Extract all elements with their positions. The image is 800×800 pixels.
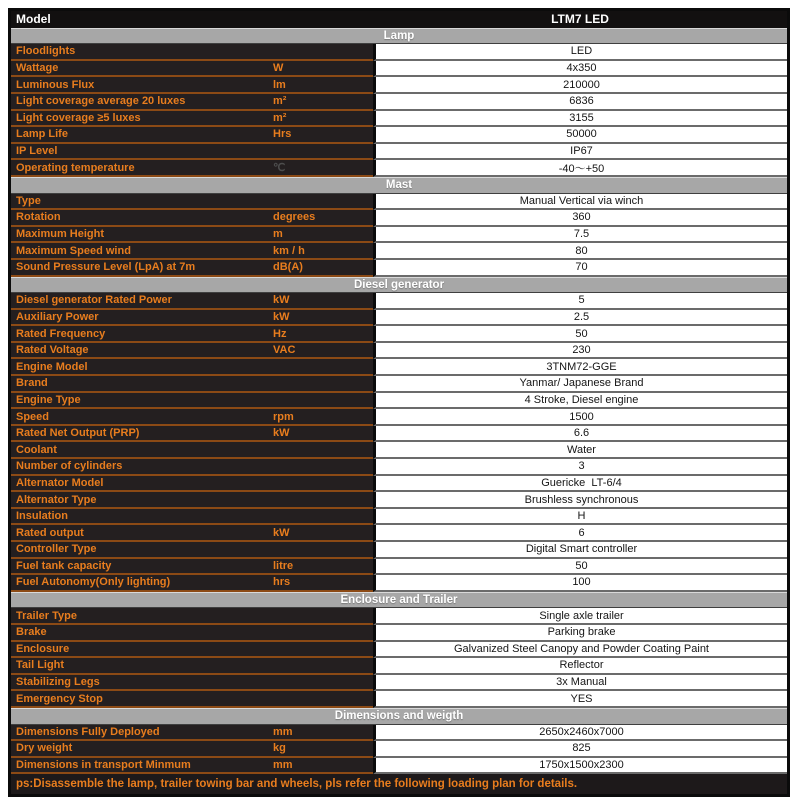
spec-label-cell [11, 642, 373, 659]
model-header-label: Model [16, 12, 51, 27]
spec-label-cell [11, 459, 373, 476]
spec-label-cell [11, 210, 373, 227]
spec-label-cell [11, 194, 373, 211]
spec-label: Operating temperature [16, 161, 135, 174]
spec-label: Emergency Stop [16, 692, 103, 705]
spec-label-cell [11, 243, 373, 260]
model-header-value: LTM7 LED [551, 12, 609, 27]
spec-label: Floodlights [16, 45, 76, 58]
footer-note: ps:Disassemble the lamp, trailer towing bar and wheels, pls refer the following loading plan for details. [11, 774, 787, 794]
spec-unit: Hz [273, 327, 287, 340]
sections-container [11, 28, 787, 775]
spec-value: 2.5 [373, 310, 787, 327]
spec-label: Alternator Type [16, 493, 97, 506]
spec-row [11, 409, 787, 426]
spec-value: 2650x2460x7000 [373, 725, 787, 742]
spec-label: Dry weight [16, 742, 73, 755]
spec-value: 50 [373, 559, 787, 576]
spec-label-cell [11, 625, 373, 642]
spec-value: 6836 [373, 94, 787, 111]
spec-label: IP Level [16, 145, 58, 158]
spec-label-cell [11, 61, 373, 78]
spec-value: Parking brake [373, 625, 787, 642]
spec-label: Light coverage ≥5 luxes [16, 111, 141, 124]
spec-label: Controller Type [16, 543, 97, 556]
spec-label: Rotation [16, 211, 61, 224]
spec-row [11, 127, 787, 144]
spec-row [11, 559, 787, 576]
spec-value: LED [373, 44, 787, 61]
spec-label-cell [11, 741, 373, 758]
spec-value: 3x Manual [373, 675, 787, 692]
spec-label: Fuel tank capacity [16, 559, 112, 572]
spec-row [11, 492, 787, 509]
spec-label: Number of cylinders [16, 460, 123, 473]
spec-row [11, 293, 787, 310]
section-header: Dimensions and weigth [11, 708, 787, 725]
spec-row [11, 243, 787, 260]
spec-value: Manual Vertical via winch [373, 194, 787, 211]
spec-label-cell [11, 111, 373, 128]
spec-value: -40～+50 [373, 160, 787, 177]
spec-label: Maximum Height [16, 228, 105, 241]
section-header: Diesel generator [11, 277, 787, 294]
spec-label-cell [11, 691, 373, 708]
spec-label: Engine Type [16, 393, 81, 406]
spec-label-cell [11, 442, 373, 459]
spec-label-cell [11, 492, 373, 509]
spec-label-cell [11, 77, 373, 94]
spec-row [11, 675, 787, 692]
spec-label-cell [11, 160, 373, 177]
spec-value: 3 [373, 459, 787, 476]
spec-label: Dimensions in transport Minmum [16, 759, 191, 772]
spec-value: H [373, 509, 787, 526]
spec-row [11, 376, 787, 393]
spec-label: Sound Pressure Level (LpA) at 7m [16, 261, 196, 274]
section-header: Enclosure and Trailer [11, 592, 787, 609]
spec-value: IP67 [373, 144, 787, 161]
spec-unit: kW [273, 310, 290, 323]
spec-label-cell [11, 725, 373, 742]
spec-row [11, 442, 787, 459]
model-header-row [11, 11, 787, 28]
spec-value: Digital Smart controller [373, 542, 787, 559]
spec-value: 70 [373, 260, 787, 277]
spec-label-cell [11, 658, 373, 675]
spec-label: Diesel generator Rated Power [16, 294, 172, 307]
spec-row [11, 227, 787, 244]
spec-unit: km / h [273, 244, 305, 257]
section-header: Lamp [11, 28, 787, 45]
spec-unit: m [273, 228, 283, 241]
spec-label-cell [11, 359, 373, 376]
spec-unit: VAC [273, 344, 296, 357]
spec-value: Reflector [373, 658, 787, 675]
spec-label: Engine Model [16, 360, 88, 373]
spec-label-cell [11, 409, 373, 426]
spec-label: Speed [16, 410, 50, 423]
spec-row [11, 77, 787, 94]
spec-unit: hrs [273, 576, 291, 589]
spec-label: Brand [16, 377, 48, 390]
spec-label: Dimensions Fully Deployed [16, 725, 160, 738]
spec-row [11, 44, 787, 61]
spec-value: Water [373, 442, 787, 459]
spec-value: 5 [373, 293, 787, 310]
spec-value: 1500 [373, 409, 787, 426]
spec-row [11, 94, 787, 111]
spec-label: Insulation [16, 510, 68, 523]
spec-label-cell [11, 127, 373, 144]
spec-row [11, 741, 787, 758]
spec-row [11, 359, 787, 376]
spec-unit: kg [273, 742, 286, 755]
spec-row [11, 194, 787, 211]
spec-label: Rated Frequency [16, 327, 106, 340]
spec-value: 360 [373, 210, 787, 227]
spec-unit: W [273, 62, 284, 75]
spec-label-cell [11, 575, 373, 592]
spec-value: 6.6 [373, 426, 787, 443]
spec-unit: mm [273, 725, 293, 738]
spec-label: Light coverage average 20 luxes [16, 95, 186, 108]
spec-unit: mm [273, 759, 293, 772]
spec-label: Luminous Flux [16, 78, 95, 91]
spec-row [11, 525, 787, 542]
spec-label: Rated output [16, 526, 84, 539]
section-header: Mast [11, 177, 787, 194]
spec-value: 230 [373, 343, 787, 360]
spec-row [11, 642, 787, 659]
spec-label: Stabilizing Legs [16, 676, 100, 689]
spec-value: 100 [373, 575, 787, 592]
spec-label-cell [11, 758, 373, 775]
spec-row [11, 310, 787, 327]
spec-label-cell [11, 542, 373, 559]
spec-row [11, 758, 787, 775]
spec-label-cell [11, 227, 373, 244]
spec-row [11, 459, 787, 476]
spec-unit: kW [273, 427, 290, 440]
spec-label: Rated Net Output (PRP) [16, 427, 140, 440]
spec-value: YES [373, 691, 787, 708]
spec-row [11, 160, 787, 177]
spec-label: Wattage [16, 62, 59, 75]
spec-unit: kW [273, 526, 290, 539]
spec-label-cell [11, 376, 373, 393]
spec-unit: dB(A) [273, 261, 303, 274]
spec-label-cell [11, 293, 373, 310]
spec-label-cell [11, 94, 373, 111]
spec-value: 210000 [373, 77, 787, 94]
spec-row [11, 426, 787, 443]
spec-value: 3155 [373, 111, 787, 128]
spec-label: Maximum Speed wind [16, 244, 131, 257]
spec-label-cell [11, 260, 373, 277]
spec-row [11, 210, 787, 227]
spec-value: 50 [373, 326, 787, 343]
spec-value: Brushless synchronous [373, 492, 787, 509]
spec-row [11, 542, 787, 559]
spec-value: 3TNM72-GGE [373, 359, 787, 376]
spec-unit: Hrs [273, 128, 292, 141]
spec-label-cell [11, 326, 373, 343]
spec-value: Guericke LT-6/4 [373, 476, 787, 493]
spec-value: 50000 [373, 127, 787, 144]
spec-label: Fuel Autonomy(Only lighting) [16, 576, 171, 589]
spec-value: 6 [373, 525, 787, 542]
spec-label: Brake [16, 626, 47, 639]
spec-value: 4 Stroke, Diesel engine [373, 393, 787, 410]
spec-row [11, 476, 787, 493]
spec-unit: m² [273, 95, 287, 108]
spec-unit: lm [273, 78, 286, 91]
spec-label-cell [11, 559, 373, 576]
spec-value: 4x350 [373, 61, 787, 78]
spec-row [11, 691, 787, 708]
spec-label-cell [11, 476, 373, 493]
spec-row [11, 725, 787, 742]
spec-label: Alternator Model [16, 476, 104, 489]
spec-unit: litre [273, 559, 294, 572]
spec-label: Coolant [16, 443, 57, 456]
spec-row [11, 575, 787, 592]
spec-label-cell [11, 310, 373, 327]
spec-table [8, 8, 790, 797]
spec-row [11, 658, 787, 675]
spec-row [11, 343, 787, 360]
spec-label-cell [11, 675, 373, 692]
spec-value: 1750x1500x2300 [373, 758, 787, 775]
spec-unit: degrees [273, 211, 316, 224]
spec-value: 7.5 [373, 227, 787, 244]
spec-label: Auxiliary Power [16, 310, 99, 323]
spec-label-cell [11, 393, 373, 410]
spec-row [11, 393, 787, 410]
spec-label: Type [16, 194, 41, 207]
spec-unit: kW [273, 294, 290, 307]
spec-label: Tail Light [16, 659, 65, 672]
spec-row [11, 111, 787, 128]
spec-value: Yanmar/ Japanese Brand [373, 376, 787, 393]
spec-row [11, 608, 787, 625]
spec-label-cell [11, 509, 373, 526]
spec-row [11, 625, 787, 642]
spec-unit: m² [273, 111, 287, 124]
spec-row [11, 61, 787, 78]
spec-value: 825 [373, 741, 787, 758]
spec-label-cell [11, 426, 373, 443]
spec-label: Enclosure [16, 642, 70, 655]
spec-row [11, 509, 787, 526]
spec-label-cell [11, 608, 373, 625]
spec-value: 80 [373, 243, 787, 260]
spec-label-cell [11, 343, 373, 360]
spec-label-cell [11, 525, 373, 542]
spec-row [11, 326, 787, 343]
spec-label-cell [11, 44, 373, 61]
spec-row [11, 260, 787, 277]
spec-label: Lamp Life [16, 128, 68, 141]
spec-value: Galvanized Steel Canopy and Powder Coating Paint [373, 642, 787, 659]
spec-unit: ℃ [273, 162, 286, 175]
spec-value: Single axle trailer [373, 608, 787, 625]
spec-label: Trailer Type [16, 609, 77, 622]
spec-label: Rated Voltage [16, 344, 89, 357]
spec-row [11, 144, 787, 161]
spec-unit: rpm [273, 410, 294, 423]
spec-label-cell [11, 144, 373, 161]
